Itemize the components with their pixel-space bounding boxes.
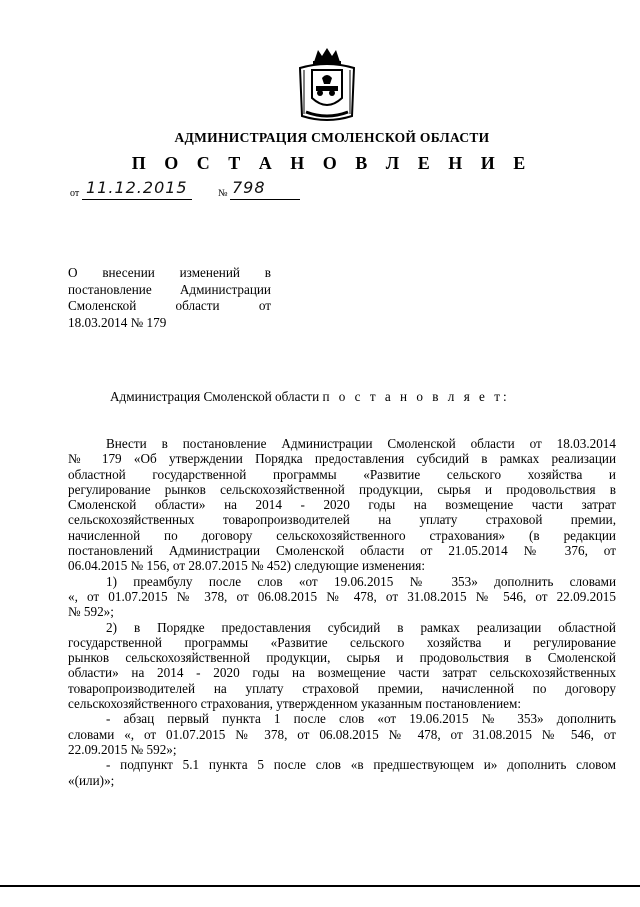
document-body	[68, 436, 616, 788]
body-line: сельскохозяйственного страхования, утвержденном указанным постановлением:	[68, 696, 522, 712]
document-type-heading: П О С Т А Н О В Л Е Н И Е	[131, 153, 533, 173]
body-line: областной государственной программы «Развитие сельского хозяйства и	[68, 466, 616, 482]
body-line: сельскохозяйственных товаропроизводителей на уплату страховой премии,	[68, 512, 616, 528]
body-line: «(или)»;	[68, 772, 115, 788]
subject-line: 18.03.2014 № 179	[68, 314, 167, 330]
number-underline	[230, 199, 300, 200]
body-line: - абзац первый пункта 1 после слов «от 19.06.2015 № 353» дополнить	[106, 711, 616, 727]
document-number: 798	[232, 178, 266, 197]
document-date: 11.12.2015	[86, 178, 188, 197]
body-line: Внести в постановление Администрации Смоленской области от 18.03.2014	[106, 436, 616, 451]
body-line: области» на 2014 - 2020 годы на возмещение части затрат сельскохозяйственных	[68, 665, 616, 681]
date-underline	[82, 199, 192, 200]
coat-of-arms-icon	[292, 46, 362, 124]
body-line: № 179 «Об утверждении Порядка предоставления субсидий в рамках реализации	[68, 451, 616, 467]
organization-title: АДМИНИСТРАЦИЯ СМОЛЕНСКОЙ ОБЛАСТИ	[174, 130, 490, 145]
body-line: - подпункт 5.1 пункта 5 после слов «в предшествующем и» дополнить словом	[106, 757, 616, 773]
date-prefix: от	[70, 188, 80, 199]
date-number-line	[70, 180, 300, 202]
body-line: 22.09.2015 № 592»;	[68, 741, 177, 757]
body-line: «, от 01.07.2015 № 378, от 06.08.2015 № 478, от 31.08.2015 № 546, от 22.09.2015	[68, 588, 616, 604]
body-line: № 592»;	[68, 604, 114, 620]
subject-line: постановление Администрации	[68, 281, 271, 297]
body-line: Смоленской области» на 2014 - 2020 годы на возмещение части затрат	[68, 497, 616, 513]
subject-line: Смоленской области от	[68, 298, 271, 313]
body-line: постановлений Администрации Смоленской области от 21.05.2014 № 376, от	[68, 543, 616, 559]
decree-verb: п о с т а н о в л я е т:	[322, 389, 510, 404]
body-line: 2) в Порядке предоставления субсидий в рамках реализации областной	[106, 619, 616, 635]
body-line: начисленной по договору сельскохозяйственного страхования» (в редакции	[68, 527, 616, 543]
body-line: словами «, от 01.07.2015 № 378, от 06.08.2015 № 478, от 31.08.2015 № 546, от	[68, 726, 616, 742]
subject-line: О внесении изменений в	[68, 265, 271, 280]
document-subject	[68, 265, 271, 331]
page-bottom-edge	[0, 885, 640, 907]
decree-line	[110, 389, 510, 405]
body-line: 06.04.2015 № 156, от 28.07.2015 № 452) следующие изменения:	[68, 558, 426, 574]
body-line: регулирование рынков сельскохозяйственной продукции, сырья и продовольствия в	[68, 481, 616, 497]
body-line: рынков сельскохозяйственной продукции, сырья и продовольствия в Смоленской	[68, 650, 616, 666]
body-line: 1) преамбулу после слов «от 19.06.2015 № 353» дополнить словами	[106, 573, 616, 589]
body-line: государственной программы «Развитие сельского хозяйства и регулирование	[68, 634, 616, 650]
body-line: товаропроизводителей на уплату страховой премии, начисленной по договору	[68, 680, 616, 696]
number-prefix: №	[218, 188, 228, 199]
decree-prefix: Администрация Смоленской области	[110, 389, 323, 404]
